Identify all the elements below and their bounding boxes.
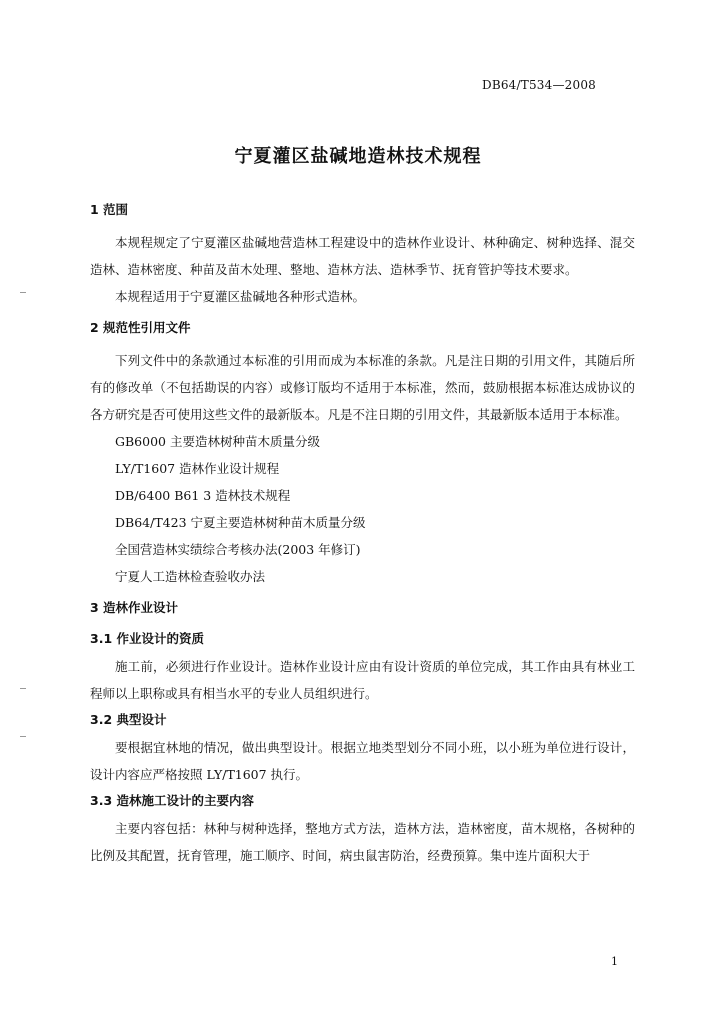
document-body [90,200,635,869]
section-3-2-paragraph: 要根据宜林地的情况，做出典型设计。根据立地类型划分不同小班，以小班为单位进行设计，设计内容应严格按照 LY/T1607 执行。 [90,740,635,782]
margin-mark [20,736,26,737]
document-title: 宁夏灌区盐碱地造林技术规程 [234,146,482,167]
section-1-paragraph-2: 本规程适用于宁夏灌区盐碱地各种形式造林。 [115,289,366,304]
section-3-3-heading: 3.3 造林施工设计的主要内容 [90,793,254,808]
reference-item: 全国营造林实绩综合考核办法(2003 年修订) [115,542,361,557]
reference-item: LY/T1607 造林作业设计规程 [115,461,280,476]
margin-mark [20,688,26,689]
margin-mark [20,292,26,293]
document-code: DB64/T534—2008 [482,78,596,92]
section-1-heading: 1 范围 [90,202,129,217]
reference-item: GB6000 主要造林树种苗木质量分级 [115,434,320,449]
section-3-1-heading: 3.1 作业设计的资质 [90,631,204,646]
reference-item: DB/6400 B61 3 造林技术规程 [115,488,291,503]
section-3-1-paragraph: 施工前，必须进行作业设计。造林作业设计应由有设计资质的单位完成，其工作由具有林业工程师以上职称或具有相当水平的专业人员组织进行。 [90,659,635,701]
page-number: 1 [611,955,618,968]
section-2-paragraph: 下列文件中的条款通过本标准的引用而成为本标准的条款。凡是注日期的引用文件，其随后所有的修改单（不包括勘误的内容）或修订版均不适用于本标准，然而，鼓励根据本标准达成协议的各方研究是否可使用这些文件的最新版本。凡是不注日期的引用文件，其最新版本适用于本标准。 [90,353,635,422]
reference-item: DB64/T423 宁夏主要造林树种苗木质量分级 [115,515,366,530]
section-3-2-heading: 3.2 典型设计 [90,712,167,727]
section-1-paragraph-1: 本规程规定了宁夏灌区盐碱地营造林工程建设中的造林作业设计、林种确定、树种选择、混交造林、造林密度、种苗及苗木处理、整地、造林方法、造林季节、抚育管护等技术要求。 [90,235,635,277]
section-3-3-paragraph: 主要内容包括：林种与树种选择，整地方式方法，造林方法，造林密度，苗木规格，各树种的比例及其配置，抚育管理，施工顺序、时间，病虫鼠害防治，经费预算。集中连片面积大于 [90,821,635,863]
reference-item: 宁夏人工造林检查验收办法 [115,569,266,584]
section-2-heading: 2 规范性引用文件 [90,320,191,335]
section-3-heading: 3 造林作业设计 [90,600,179,615]
